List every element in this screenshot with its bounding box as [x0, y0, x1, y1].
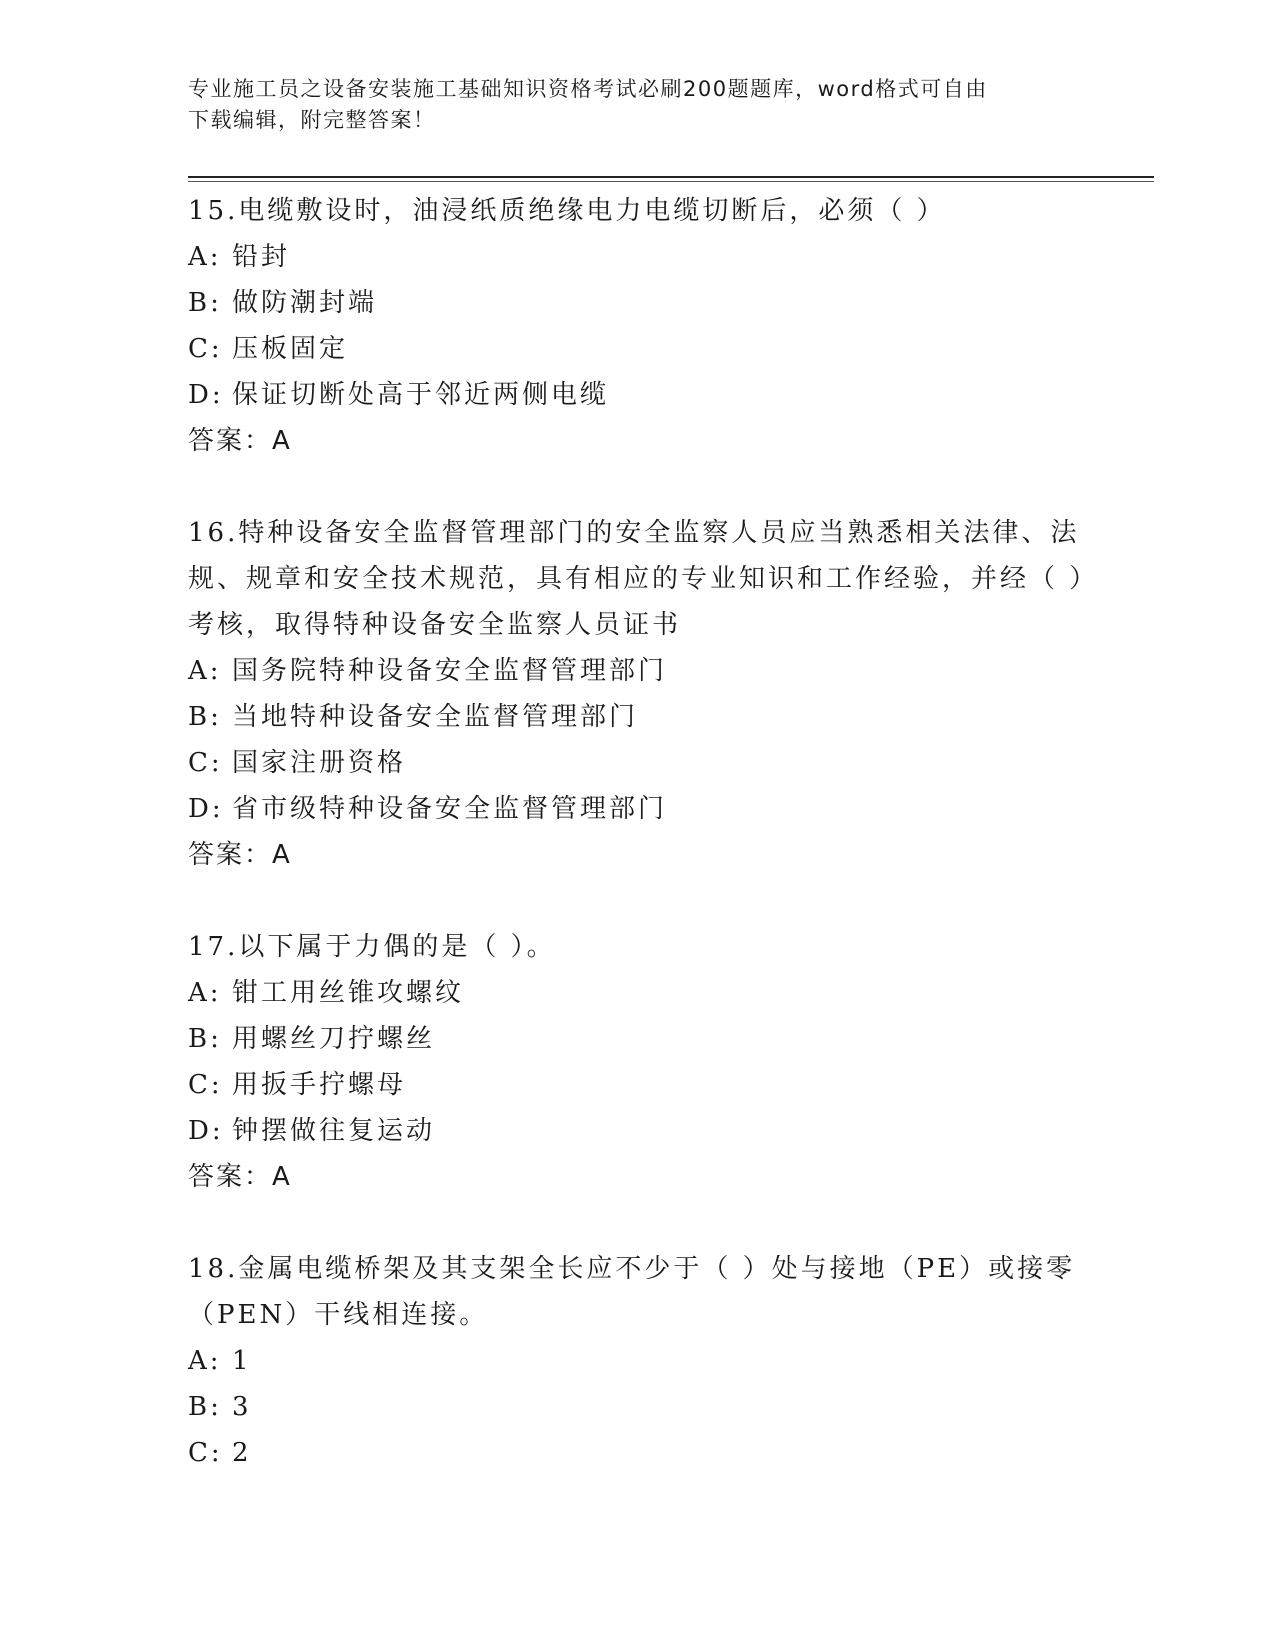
- option-text: 保证切断处高于邻近两侧电缆: [232, 380, 610, 410]
- option-text: 做防潮封端: [232, 288, 378, 318]
- option-letter: A:: [188, 656, 222, 686]
- option-b: [188, 280, 1088, 326]
- option-letter: C:: [188, 1438, 223, 1468]
- option-text: 国务院特种设备安全监督管理部门: [232, 656, 668, 686]
- option-letter: B:: [188, 702, 222, 732]
- option-b: [188, 1384, 1088, 1430]
- option-text: 当地特种设备安全监督管理部门: [232, 702, 639, 732]
- question-15: [188, 188, 1088, 464]
- answer-line: 答案：A: [188, 1162, 292, 1192]
- option-b: [188, 1016, 1088, 1062]
- option-text: 2: [232, 1438, 252, 1468]
- option-text: 1: [232, 1346, 252, 1376]
- option-d: [188, 372, 1088, 418]
- option-a: [188, 234, 1088, 280]
- option-letter: D:: [188, 794, 224, 824]
- option-text: 国家注册资格: [232, 748, 407, 778]
- option-letter: C:: [188, 1070, 223, 1100]
- header-title-line-2: 下载编辑，附完整答案！: [188, 108, 436, 132]
- option-letter: A:: [188, 1346, 222, 1376]
- option-b: [188, 694, 1088, 740]
- option-letter: A:: [188, 978, 222, 1008]
- option-letter: C:: [188, 334, 223, 364]
- option-c: [188, 326, 1088, 372]
- header-title-line-1: 专业施工员之设备安装施工基础知识资格考试必刷200题题库，word格式可自由: [188, 77, 988, 101]
- option-c: [188, 1062, 1088, 1108]
- question-list: [188, 188, 1088, 1522]
- header-divider-thin: [188, 181, 1154, 182]
- option-a: [188, 648, 1088, 694]
- answer-line: 答案：A: [188, 426, 292, 456]
- option-c: [188, 1430, 1088, 1476]
- question-18: [188, 1246, 1088, 1476]
- option-letter: B:: [188, 1392, 222, 1422]
- option-letter: A:: [188, 242, 222, 272]
- option-text: 3: [232, 1392, 252, 1422]
- option-text: 钟摆做往复运动: [232, 1116, 436, 1146]
- question-17: [188, 924, 1088, 1200]
- option-c: [188, 740, 1088, 786]
- option-d: [188, 1108, 1088, 1154]
- option-text: 省市级特种设备安全监督管理部门: [232, 794, 668, 824]
- option-a: [188, 970, 1088, 1016]
- question-stem: 17.以下属于力偶的是（ ）。: [188, 932, 556, 962]
- option-text: 铅封: [232, 242, 291, 272]
- header-divider-thick: [188, 176, 1154, 178]
- option-letter: D:: [188, 380, 224, 410]
- option-d: [188, 786, 1088, 832]
- question-stem: 15.电缆敷设时，油浸纸质绝缘电力电缆切断后，必须（ ）: [188, 196, 946, 226]
- option-text: 用扳手拧螺母: [232, 1070, 407, 1100]
- answer-line: 答案：A: [188, 840, 292, 870]
- question-16: [188, 510, 1088, 878]
- option-text: 用螺丝刀拧螺丝: [232, 1024, 436, 1054]
- option-letter: C:: [188, 748, 223, 778]
- question-stem: 18.金属电缆桥架及其支架全长应不少于（ ）处与接地（PE）或接零（PEN）干线相连接。: [188, 1254, 1076, 1330]
- document-header: [188, 74, 1088, 136]
- option-letter: B:: [188, 1024, 222, 1054]
- option-text: 钳工用丝锥攻螺纹: [232, 978, 465, 1008]
- question-stem: 16.特种设备安全监督管理部门的安全监察人员应当熟悉相关法律、法规、规章和安全技术规范，具有相应的专业知识和工作经验，并经（ ）考核，取得特种设备安全监察人员证书: [188, 518, 1086, 640]
- option-text: 压板固定: [232, 334, 349, 364]
- option-letter: D:: [188, 1116, 224, 1146]
- option-a: [188, 1338, 1088, 1384]
- option-letter: B:: [188, 288, 222, 318]
